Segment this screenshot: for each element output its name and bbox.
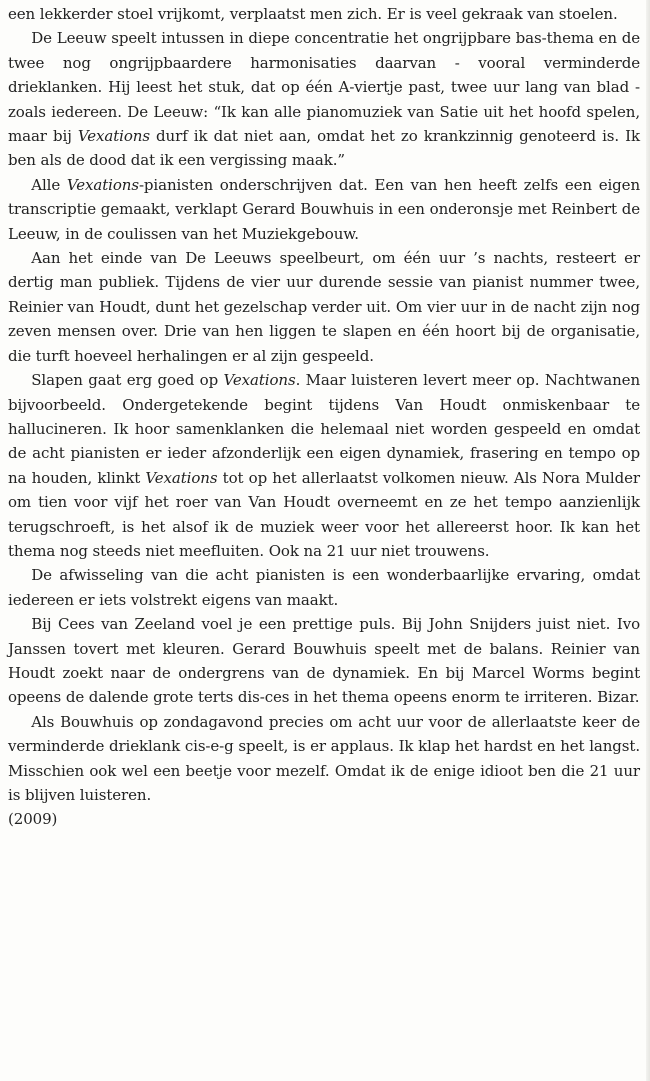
paragraph	[8, 563, 640, 612]
text-run: Aan het einde van De Leeuws speelbeurt, om één uur ’s nachts, resteert er dertig man publiek. Tijdens de vier uur durende sessie van pianist nummer twee, Reinier van Houdt, dunt het gezelschap verder uit. Om vier uur in de nacht zijn nog zeven mensen over. Drie van hen liggen te slapen en één hoort bij de organisatie, die turft hoeveel herhalingen er al zijn gespeeld.	[8, 249, 640, 365]
paragraph	[8, 173, 640, 246]
italic-title: Vexations	[77, 127, 150, 146]
text-run: De afwisseling van die acht pianisten is een wonderbaarlijke ervaring, omdat iedereen er iets volstrekt eigens van maakt.	[8, 566, 640, 609]
paragraph	[8, 710, 640, 808]
italic-title: Vexations	[223, 371, 296, 390]
text-run: Slapen gaat erg goed op	[31, 371, 224, 390]
body-text	[8, 2, 640, 807]
text-run: Bij Cees van Zeeland voel je een prettige puls. Bij John Snijders juist niet. Ivo Janssen tovert met kleuren. Gerard Bouwhuis speelt met de balans. Reinier van Houdt zoekt naar de ondergrens van de dynamiek. En bij Marcel Worms begint opeens de dalende grote terts dis-ces in het thema opeens enorm te irriteren. Bizar.	[8, 615, 640, 707]
italic-title: Vexations	[66, 175, 139, 194]
italic-title: Vexations	[145, 468, 218, 487]
page-edge	[646, 0, 650, 1081]
text-run: durf ik dat niet aan, omdat het zo krankzinnig genoteerd is. Ik ben als de dood dat ik een vergissing maak.”	[8, 127, 640, 170]
text-run: Als Bouwhuis op zondagavond precies om acht uur voor de allerlaatste keer de verminderde drieklank cis-e-g speelt, is er applaus. Ik klap het hardst en het langst. Misschien ook wel een beetje voor mezelf. Omdat ik de enige idioot ben die 21 uur is blijven luisteren.	[8, 712, 640, 804]
text-run: een lekkerder stoel vrijkomt, verplaatst men zich. Er is veel gekraak van stoelen.	[8, 5, 618, 23]
text-run: Alle	[31, 175, 67, 194]
paragraph	[8, 612, 640, 710]
paragraph	[8, 368, 640, 563]
paragraph	[8, 2, 640, 26]
paragraph	[8, 26, 640, 172]
text-run: De Leeuw speelt intussen in diepe concentratie het ongrijpbare bas-thema en de twee nog ongrijpbaardere harmonisaties daarvan - vooral verminderde drieklanken. Hij leest het stuk, dat op één A-viertje past, twee uur lang van blad - zoals iedereen. De Leeuw: “Ik kan alle pianomuziek van Satie uit het hoofd spelen, maar bij	[8, 29, 640, 146]
text-run: tot op het allerlaatst volkomen nieuw. Als Nora Mulder om tien voor vijf het roer van Van Houdt overneemt en ze het tempo aanzienlijk terugschroeft, is het alsof ik de muziek weer voor het allereerst hoor. Ik kan het thema nog steeds niet meefluiten. Ook na 21 uur niet trouwens.	[8, 468, 640, 560]
text-run: -pianisten onderschrijven dat. Een van hen heeft zelfs een eigen transcriptie gemaakt, verklapt Gerard Bouwhuis in een onderonsje met Reinbert de Leeuw, in de coulissen van het Muziekgebouw.	[8, 175, 641, 243]
paragraph	[8, 246, 640, 368]
year-note: (2009)	[8, 810, 58, 829]
text-run: . Maar luisteren levert meer op. Nachtwanen bijvoorbeeld. Ondergetekende begint tijdens Van Houdt onmiskenbaar te hallucineren. Ik hoor samenklanken die helemaal niet worden gespeeld en omdat de acht pianisten er ieder afzonderlijk een eigen dynamiek, frasering en tempo op na houden, klinkt	[8, 371, 641, 487]
